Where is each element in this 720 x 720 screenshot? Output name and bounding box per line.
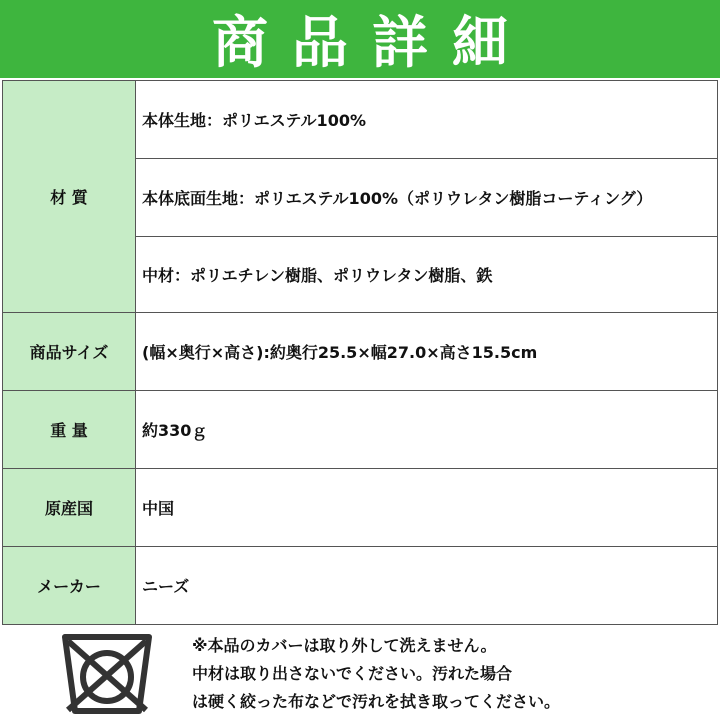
notice-line-3: は硬く絞った布などで汚れを拭き取ってください。 — [192, 692, 561, 711]
maker-value: ニーズ — [136, 547, 718, 625]
care-notice — [0, 626, 720, 720]
notice-line-1: ※本品のカバーは取り外して洗えません。 — [192, 636, 497, 655]
table-row — [3, 313, 718, 391]
weight-label: 重 量 — [3, 391, 136, 469]
table-row — [3, 391, 718, 469]
page-title: 商品詳細 — [212, 11, 532, 76]
header-banner — [0, 0, 720, 78]
weight-value: 約330ｇ — [136, 391, 718, 469]
origin-label: 原産国 — [3, 469, 136, 547]
table-row — [3, 469, 718, 547]
spec-table — [2, 80, 718, 625]
care-notice-text — [192, 632, 560, 716]
no-wash-icon — [62, 633, 152, 715]
material-line-1: 本体生地：ポリエステル100% — [136, 81, 718, 159]
maker-label: メーカー — [3, 547, 136, 625]
table-row — [3, 81, 718, 159]
notice-line-2: 中材は取り出さないでください。汚れた場合 — [192, 664, 513, 683]
origin-value: 中国 — [136, 469, 718, 547]
size-value: (幅×奥行×高さ):約奥行25.5×幅27.0×高さ15.5cm — [136, 313, 718, 391]
material-line-2: 本体底面生地：ポリエステル100%（ポリウレタン樹脂コーティング） — [136, 159, 718, 237]
size-label: 商品サイズ — [3, 313, 136, 391]
table-row — [3, 547, 718, 625]
material-label: 材 質 — [3, 81, 136, 313]
material-line-3: 中材：ポリエチレン樹脂、ポリウレタン樹脂、鉄 — [136, 237, 718, 313]
